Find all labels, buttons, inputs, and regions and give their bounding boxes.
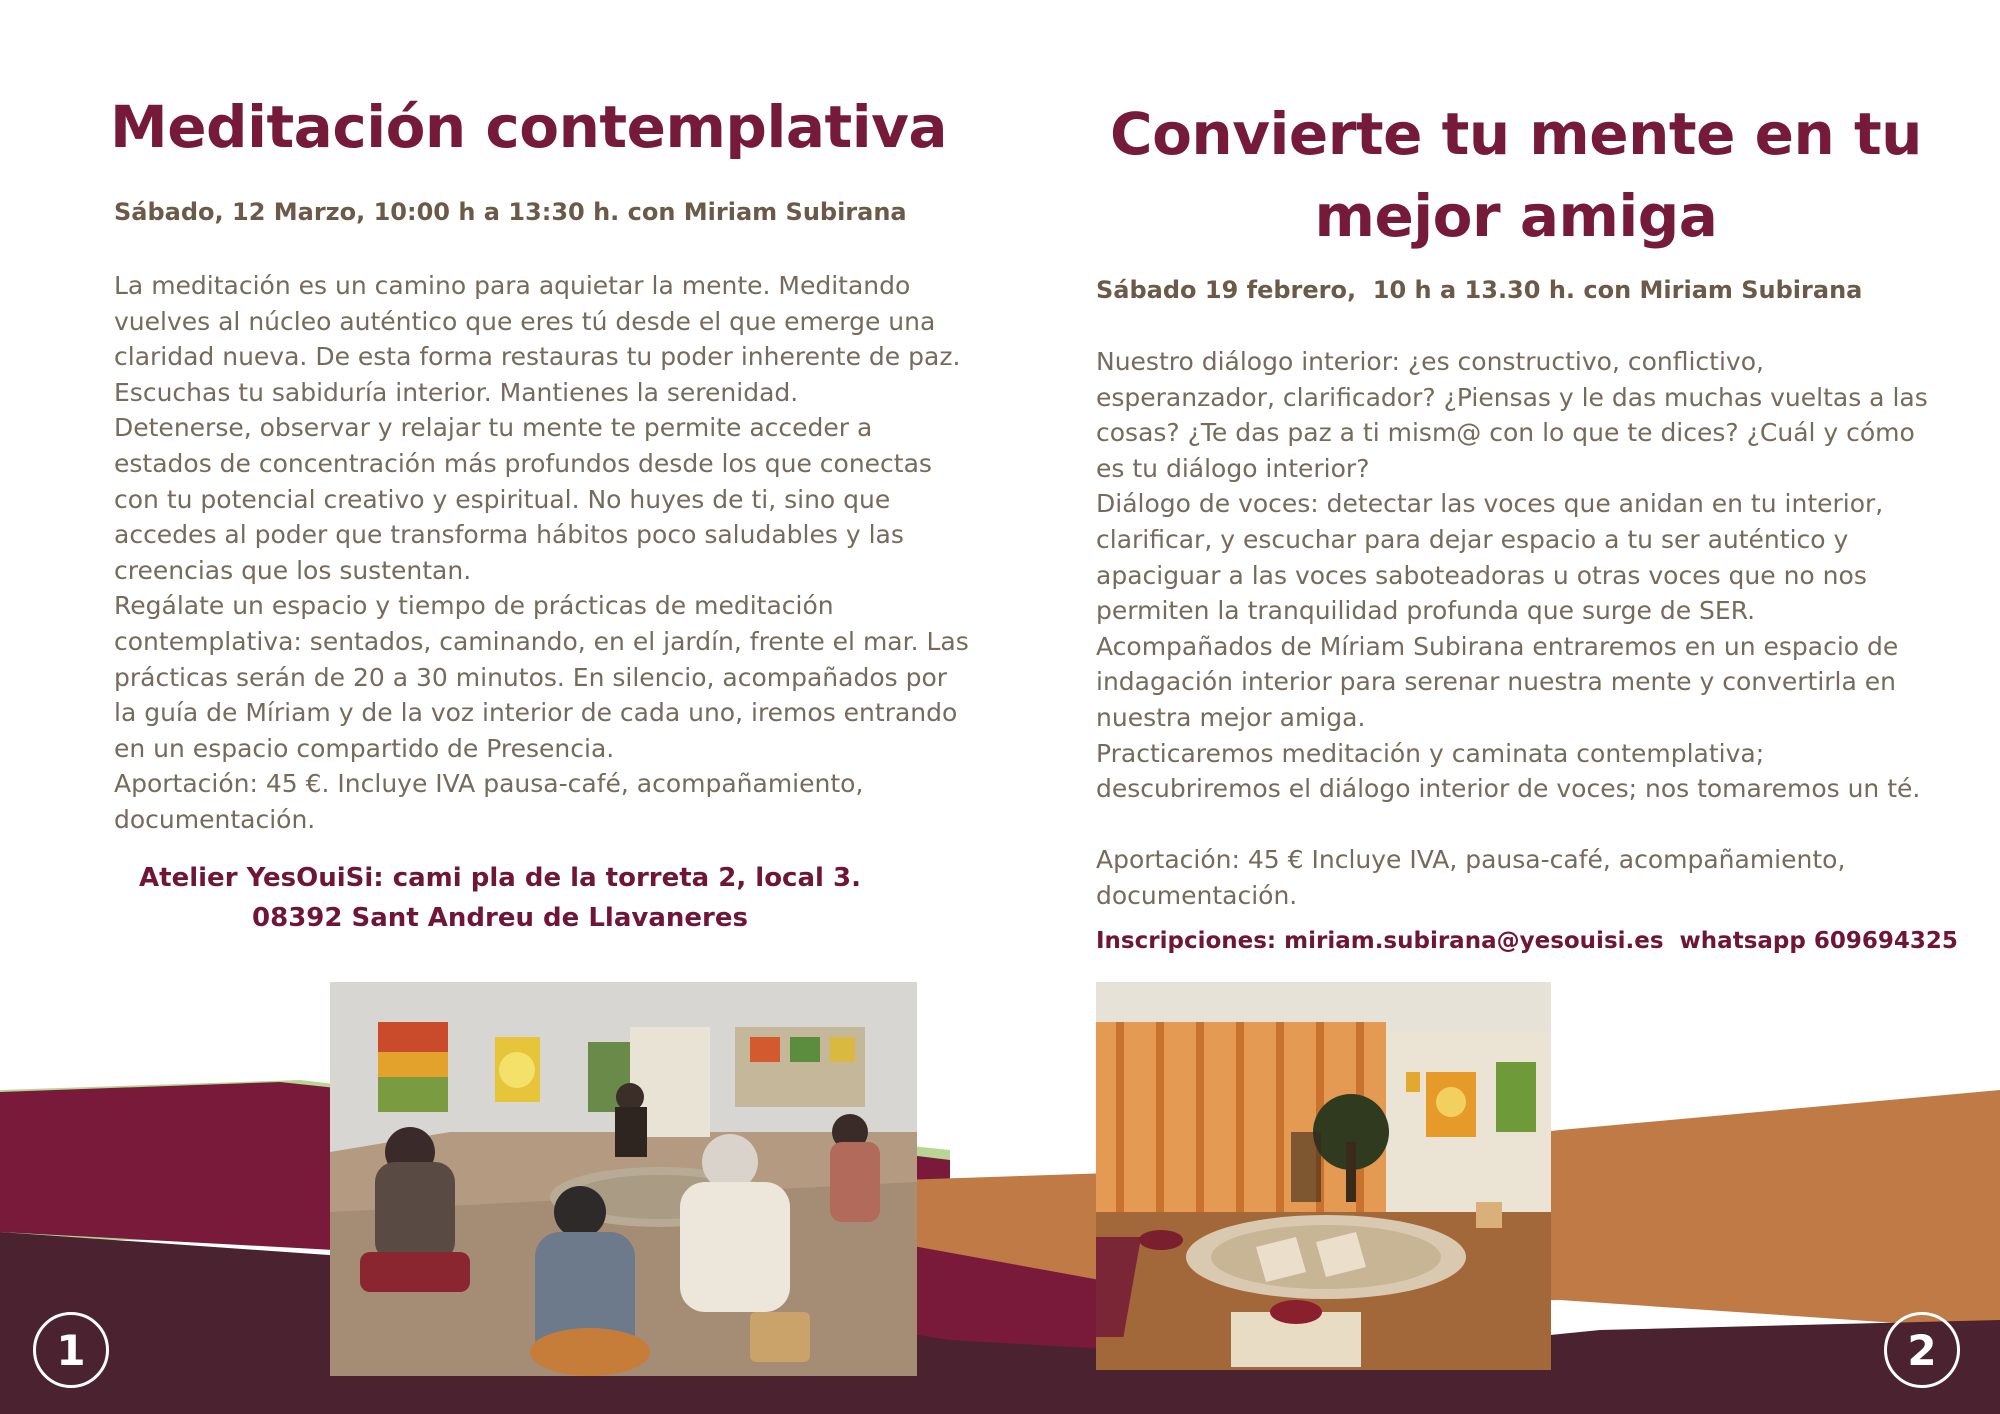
right-paragraph: Acompañados de Míriam Subirana entraremos en un espacio de indagación interior para serenar nuestra mente y convertirla en nuestra mejor amiga. [1096, 631, 1899, 732]
address-line-1: Atelier YesOuiSi: cami pla de la torreta 2, local 3. [139, 863, 861, 893]
address-line-2: 08392 Sant Andreu de Llavaneres [252, 903, 748, 933]
left-page-body [114, 268, 974, 838]
right-page-aportacion: Aportación: 45 € Incluye IVA, pausa-café, acompañamiento, documentación. [1096, 845, 1846, 910]
right-page-inscripciones: Inscripciones: miriam.subirana@yesouisi.es whatsapp 609694325 [1096, 928, 1958, 954]
right-paragraph: Practicaremos meditación y caminata contemplativa; descubriremos el diálogo interior de voces; nos tomaremos un té. [1096, 738, 1921, 804]
left-paragraph: Detenerse, observar y relajar tu mente te permite acceder a estados de concentración más profundos desde los que conectas con tu potencial creativo y espiritual. No huyes de ti, sino que accedes al poder que transforma hábitos poco saludables y las creencias que los sustentan. [114, 413, 932, 585]
right-title-line-1: Convierte tu mente en tu [1110, 100, 1922, 168]
right-page-body [1096, 344, 1936, 807]
right-photo [1096, 982, 1551, 1370]
page-number-1: 1 [33, 1312, 109, 1388]
right-paragraph: Nuestro diálogo interior: ¿es constructivo, conflictivo, esperanzador, clarificador? ¿Piensas y le das muchas vueltas a las cosas? ¿Te das paz a ti mism@ con lo que te dices? ¿Cuál y cómo es tu diálogo interior? [1096, 347, 1928, 483]
left-page-address [110, 858, 890, 938]
left-paragraph: Aportación: 45 €. Incluye IVA pausa-café, acompañamiento, documentación. [114, 769, 864, 834]
left-page-title: Meditación contemplativa [110, 93, 948, 161]
right-title-line-2: mejor amiga [1314, 182, 1718, 250]
page-number-2: 2 [1884, 1312, 1960, 1388]
left-paragraph: Regálate un espacio y tiempo de prácticas de meditación contemplativa: sentados, caminando, en el jardín, frente el mar. Las prácticas serán de 20 a 30 minutos. En silencio, acompañados por la guía de Míriam y de la voz interior de cada uno, iremos entrando en un espacio compartido de Presencia. [114, 591, 969, 763]
left-page-subhead: Sábado, 12 Marzo, 10:00 h a 13:30 h. con Miriam Subirana [114, 198, 907, 226]
left-photo [330, 982, 917, 1376]
right-page-subhead: Sábado 19 febrero, 10 h a 13.30 h. con Miriam Subirana [1096, 276, 1863, 304]
right-page-title [1096, 93, 1936, 257]
left-paragraph: La meditación es un camino para aquietar la mente. Meditando vuelves al núcleo auténtico que eres tú desde el que emerge una claridad nueva. De esta forma restauras tu poder inherente de paz. Escuchas tu sabiduría interior. Mantienes la serenidad. [114, 271, 961, 407]
right-paragraph: Diálogo de voces: detectar las voces que anidan en tu interior, clarificar, y escuchar para dejar espacio a tu ser auténtico y apaciguar a las voces saboteadoras u otras voces que no nos permiten la tranquilidad profunda que surge de SER. [1096, 489, 1884, 626]
